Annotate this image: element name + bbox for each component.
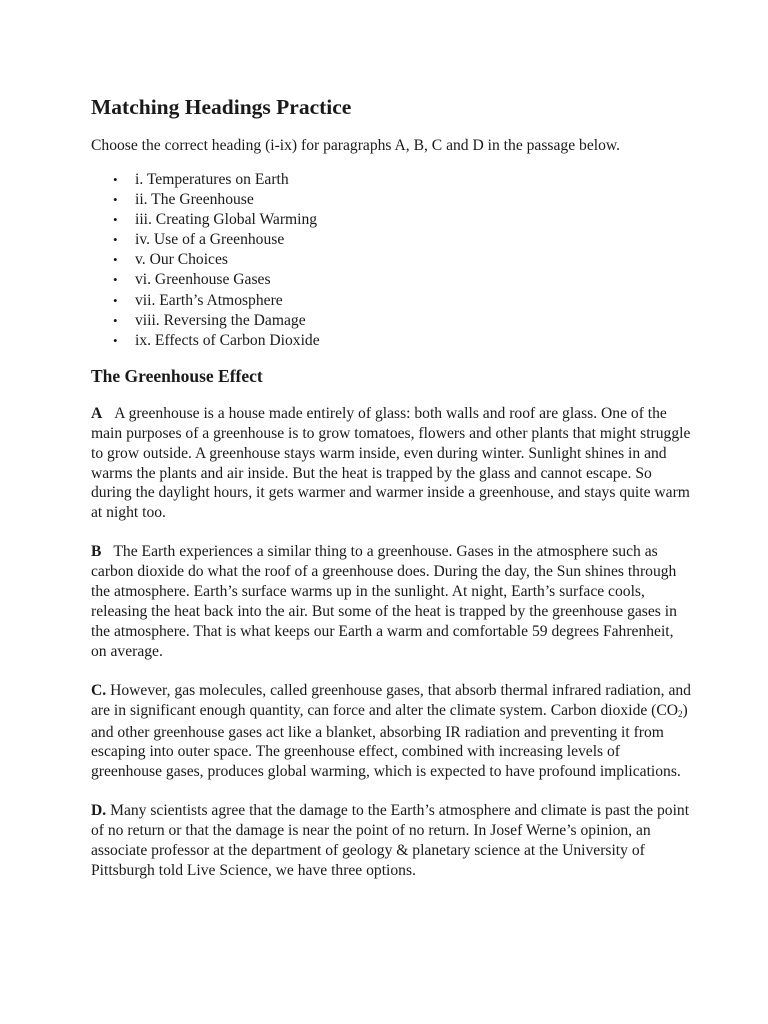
heading-option: i. Temperatures on Earth	[135, 171, 289, 188]
paragraph-letter: B	[91, 543, 102, 561]
paragraph-letter: C.	[91, 681, 107, 699]
subscript: 2	[678, 708, 683, 719]
list-item	[91, 331, 691, 351]
heading-option: v. Our Choices	[135, 251, 228, 269]
heading-option: iii. Creating Global Warming	[135, 211, 318, 229]
heading-option: viii. Reversing the Damage	[135, 311, 306, 329]
page-title: Matching Headings Practice	[91, 95, 352, 119]
heading-option: ix. Effects of Carbon Dioxide	[135, 331, 320, 349]
paragraph-letter: D.	[91, 802, 107, 820]
heading-option: vi. Greenhouse Gases	[135, 271, 271, 289]
bullet-icon: •	[113, 172, 118, 187]
list-item	[91, 210, 691, 230]
paragraph-d	[91, 801, 691, 881]
section-title: The Greenhouse Effect	[91, 365, 263, 386]
list-item	[91, 230, 691, 250]
paragraph-b	[91, 542, 691, 661]
list-item	[91, 250, 691, 270]
paragraph-c	[91, 681, 691, 783]
paragraph-text: However, gas molecules, called greenhouse gases, that absorb thermal infrared radiation, and are in significant enough quantity, can force and alter the climate system. Carbon dioxide (CO	[91, 681, 691, 719]
bullet-icon: •	[113, 292, 118, 308]
bullet-icon: •	[113, 212, 118, 228]
paragraph-a	[91, 404, 691, 523]
paragraph-letter: A	[91, 404, 103, 422]
list-item	[91, 311, 691, 331]
bullet-icon: •	[113, 192, 118, 208]
bullet-icon: •	[113, 252, 118, 268]
bullet-icon: •	[113, 232, 118, 248]
list-item	[91, 291, 691, 311]
paragraph-text: A greenhouse is a house made entirely of glass: both walls and roof are glass. One of the main purposes of a greenhouse is to grow tomatoes, flowers and other plants that might struggle to grow outside. A greenhouse stays warm inside, even during winter. Sunlight shines in and warms the plants and air inside. But the heat is trapped by the glass and cannot escape. So during the daylight hours, it gets warmer and warmer inside a greenhouse, and stays quite warm at night too.	[91, 404, 691, 522]
list-item	[91, 170, 691, 190]
instructions: Choose the correct heading (i-ix) for paragraphs A, B, C and D in the passage below.	[91, 137, 621, 154]
list-item	[91, 190, 691, 210]
headings-list	[91, 170, 691, 351]
bullet-icon: •	[113, 312, 118, 328]
heading-option: iv. Use of a Greenhouse	[135, 231, 285, 249]
document-page	[91, 94, 691, 900]
paragraph-text: Many scientists agree that the damage to the Earth’s atmosphere and climate is past the point of no return or that the damage is near the point of no return. In Josef Werne’s opinion, an associate professor at the department of geology & planetary science at the University of Pittsburgh told Live Science, we have three options.	[91, 802, 690, 879]
list-item	[91, 270, 691, 290]
heading-option: vii. Earth’s Atmosphere	[135, 291, 283, 309]
bullet-icon: •	[113, 272, 118, 288]
paragraph-text: The Earth experiences a similar thing to a greenhouse. Gases in the atmosphere such as carbon dioxide do what the roof of a greenhouse does. During the day, the Sun shines through the atmosphere. Earth’s surface warms up in the sunlight. At night, Earth’s surface cools, releasing the heat back into the air. But some of the heat is trapped by the greenhouse gases in the atmosphere. That is what keeps our Earth a warm and comfortable 59 degrees Fahrenheit, on average.	[91, 543, 677, 660]
paragraph-text-cont: ) and other greenhouse gases act like a blanket, absorbing IR radiation and preventing it from escaping into outer space. The greenhouse effect, combined with increasing levels of greenhouse gases, produces global warming, which is expected to have profound implications.	[91, 701, 688, 781]
heading-option: ii. The Greenhouse	[135, 191, 254, 209]
bullet-icon: •	[113, 332, 118, 348]
